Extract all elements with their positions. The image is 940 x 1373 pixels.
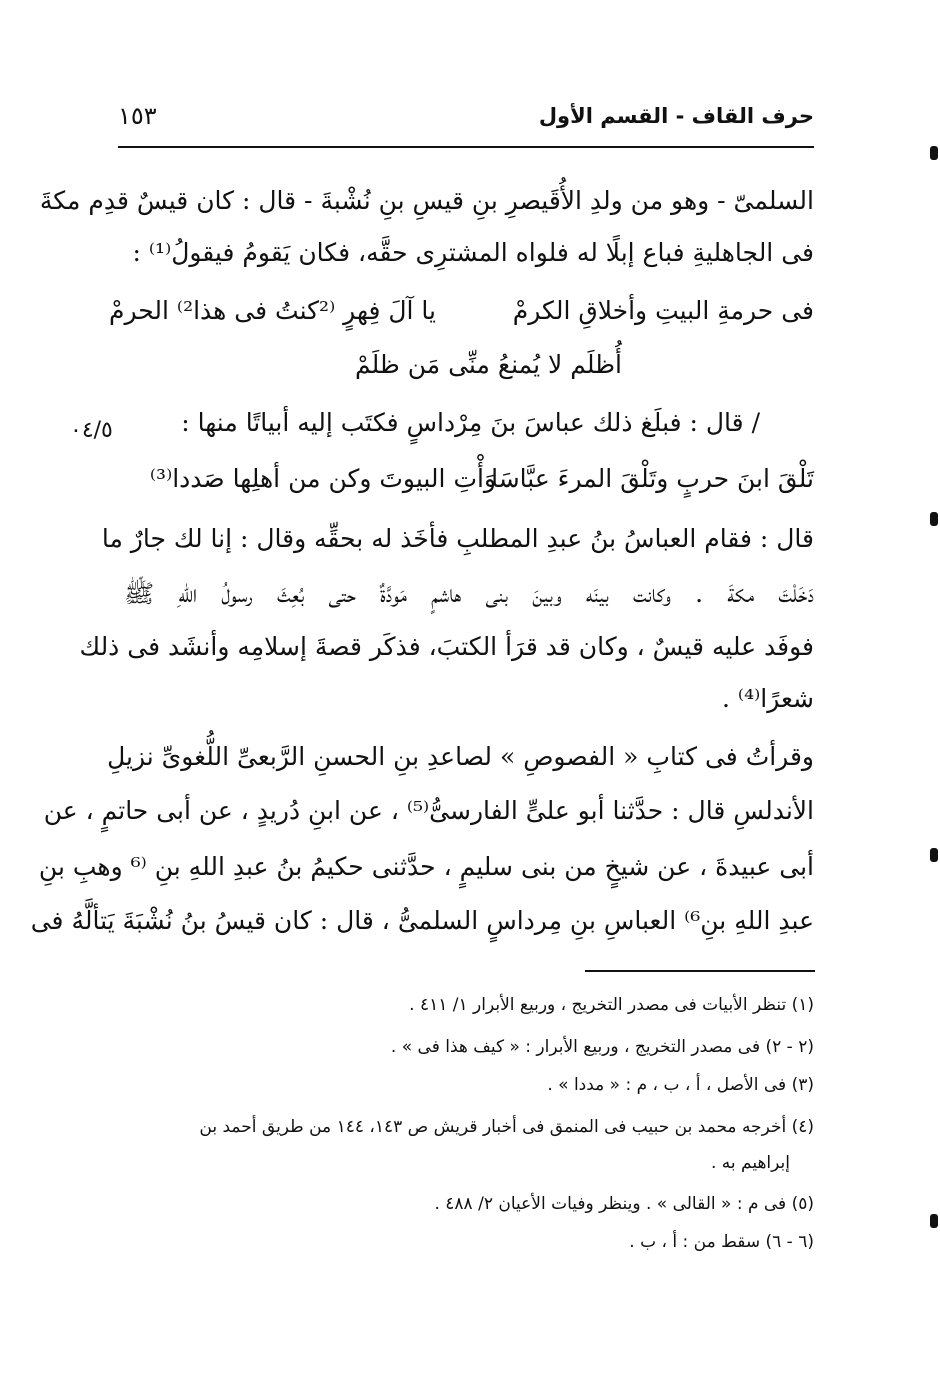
verse-hemistich: تَلْقَ ابنَ حربٍ وتَلْقَ المرءَ عبَّاسَا bbox=[491, 464, 814, 493]
page-number: ١٥٣ bbox=[118, 102, 157, 130]
body-line: / قال : فبلَغ ذلك عباسَ بنَ مِرْداسٍ فكتَب إليه أبياتًا منها : bbox=[181, 408, 760, 437]
verse-hemistich: أُظلَم لا يُمنعُ منِّى مَن ظلَمْ bbox=[354, 350, 622, 379]
body-line: أبى عبيدةَ ، عن شيخٍ من بنى سليمٍ ، حدَّثنى حكيمُ بنُ عبدِ اللهِ بنِ ⁽⁶ وهبِ بنِ bbox=[38, 852, 814, 881]
header-rule bbox=[118, 146, 814, 148]
verse-hemistich: يا آلَ فِهرٍ ⁽²كنتُ فى هذا²⁾ الحرمْ bbox=[109, 296, 436, 325]
body-line: السلمىّ - وهو من ولدِ الأُقَيصرِ بنِ قيسِ بنِ نُشْبةَ - قال : كان قيسٌ قدِم مكةَ bbox=[39, 186, 814, 215]
footnote: (٦ - ٦) سقط من : أ ، ب . bbox=[629, 1232, 814, 1252]
body-line: فوفَد عليه قيسٌ ، وكان قد قرَأ الكتبَ، فذكَر قصةَ إسلامِه وأنشَد فى ذلك bbox=[79, 632, 814, 661]
margin-reference: ٠٤/٥ bbox=[70, 418, 113, 443]
body-line: الأندلسِ قال : حدَّثنا أبو علىٍّ الفارسىُّ⁽⁵⁾ ، عن ابنِ دُريدٍ ، عن أبى حاتمٍ ، عن bbox=[43, 796, 814, 825]
body-line: عبدِ اللهِ بنِ⁶⁾ العباسِ بنِ مِرداسٍ السلمىُّ ، قال : كان قيسُ بنُ نُشْبَةَ يَتألَّهُ فى bbox=[30, 906, 814, 935]
scan-mark bbox=[930, 146, 938, 160]
chapter-title: حرف القاف - القسم الأول bbox=[538, 104, 814, 128]
verse-hemistich: فى حرمةِ البيتِ وأخلاقِ الكرمْ bbox=[512, 296, 814, 325]
body-line: دَخَلْتَ مكةَ . وكانت بينَه وبينَ بنى هاشمٍ مَودَّةٌ حتى بُعِثَ رسولُ اللهِ ﷺ bbox=[124, 579, 814, 608]
footnote: (٤) أخرجه محمد بن حبيب فى المنمق فى أخبار قريش ص ١٤٣، ١٤٤ من طريق أحمد بن bbox=[199, 1117, 814, 1137]
scan-mark bbox=[930, 848, 938, 862]
scan-mark bbox=[930, 1214, 938, 1228]
body-line: وقرأتُ فى كتابِ « الفصوصِ » لصاعدِ بنِ الحسنِ الرَّبعىِّ اللُّغوىِّ نزيلِ bbox=[107, 742, 814, 771]
footnote: إبراهيم به . bbox=[710, 1153, 790, 1173]
scan-mark bbox=[930, 512, 938, 526]
footnote: (٣) فى الأصل ، أ ، ب ، م : « مددا » . bbox=[547, 1075, 814, 1095]
footnote: (٢ - ٢) فى مصدر التخريج ، وربيع الأبرار : « كيف هذا فى » . bbox=[390, 1037, 814, 1057]
body-line: شعرًا⁽⁴⁾ . bbox=[722, 684, 814, 713]
footnote: (١) تنظر الأبيات فى مصدر التخريج ، وربيع الأبرار ١/ ٤١١ . bbox=[409, 995, 814, 1015]
footnote-rule bbox=[585, 970, 815, 972]
body-line: قال : فقام العباسُ بنُ عبدِ المطلبِ فأخَذ له بحقِّه وقال : إنا لك جارٌ ما bbox=[101, 524, 814, 553]
footnote: (٥) فى م : « القالى » . وينظر وفيات الأعيان ٢/ ٤٨٨ . bbox=[434, 1194, 814, 1214]
verse-hemistich: وَأْتِ البيوتَ وكن من أهلِها صَددا⁽³⁾ bbox=[149, 464, 496, 493]
body-line: فى الجاهليةِ فباع إبلًا له فلواه المشترِى حقَّه، فكان يَقومُ فيقولُ⁽¹⁾ : bbox=[132, 238, 814, 267]
running-header bbox=[118, 102, 814, 138]
